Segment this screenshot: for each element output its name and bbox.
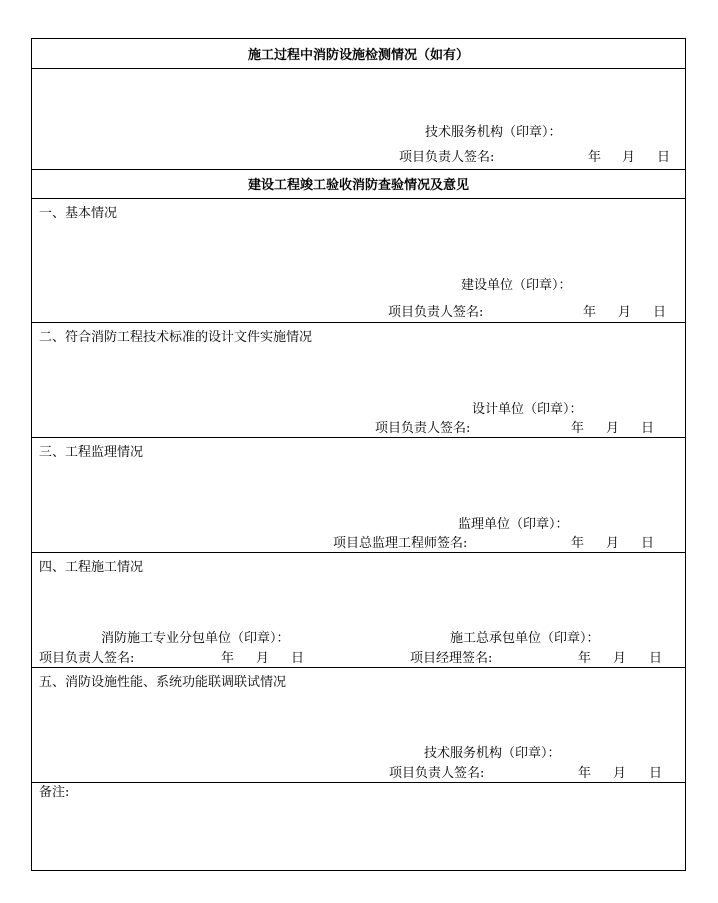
subcontractor-month-label: 月 <box>256 651 270 666</box>
divider <box>32 552 685 553</box>
divider <box>32 437 685 438</box>
contractor-stamp-label: 施工总承包单位（印章）： <box>450 631 600 646</box>
section5-sign-label: 项目负责人签名: <box>389 766 485 781</box>
section2-year-label: 年 <box>571 421 585 436</box>
section2-stamp-label: 设计单位（印章）： <box>472 402 583 417</box>
section3-day-label: 日 <box>641 536 655 551</box>
divider <box>32 68 685 69</box>
inspection-year-label: 年 <box>588 150 602 165</box>
inspection-day-label: 日 <box>657 150 671 165</box>
inspection-title: 施工过程中消防设施检测情况（如有） <box>247 48 469 63</box>
remarks-label: 备注: <box>39 785 70 800</box>
section2-heading: 二、符合消防工程技术标准的设计文件实施情况 <box>39 330 313 345</box>
section3-stamp-label: 监理单位（印章）： <box>458 517 569 532</box>
divider <box>32 667 685 668</box>
section1-stamp-label: 建设单位（印章）： <box>461 278 572 293</box>
divider <box>32 169 685 170</box>
section1-heading: 一、基本情况 <box>39 206 118 221</box>
inspection-month-label: 月 <box>622 150 636 165</box>
section5-year-label: 年 <box>578 766 592 781</box>
subcontractor-day-label: 日 <box>291 651 305 666</box>
section1-month-label: 月 <box>618 305 632 320</box>
section3-heading: 三、工程监理情况 <box>39 445 144 460</box>
section1-year-label: 年 <box>583 305 597 320</box>
section3-month-label: 月 <box>606 536 620 551</box>
contractor-year-label: 年 <box>578 651 592 666</box>
section3-sign-label: 项目总监理工程师签名: <box>333 536 468 551</box>
section5-heading: 五、消防设施性能、系统功能联调联试情况 <box>39 675 287 690</box>
subcontractor-stamp-label: 消防施工专业分包单位（印章）： <box>101 631 290 646</box>
section5-day-label: 日 <box>649 766 663 781</box>
acceptance-title: 建设工程竣工验收消防查验情况及意见 <box>247 178 469 193</box>
contractor-sign-label: 项目经理签名: <box>410 651 493 666</box>
contractor-month-label: 月 <box>613 651 627 666</box>
divider <box>32 322 685 323</box>
subcontractor-sign-label: 项目负责人签名: <box>39 651 135 666</box>
contractor-day-label: 日 <box>649 651 663 666</box>
section2-month-label: 月 <box>606 421 620 436</box>
inspection-stamp-label: 技术服务机构（印章）： <box>425 125 562 140</box>
section2-sign-label: 项目负责人签名: <box>375 421 471 436</box>
section5-stamp-label: 技术服务机构（印章）： <box>424 746 561 761</box>
section4-heading: 四、工程施工情况 <box>39 560 144 575</box>
divider <box>32 198 685 199</box>
section5-month-label: 月 <box>613 766 627 781</box>
section2-day-label: 日 <box>641 421 655 436</box>
section1-sign-label: 项目负责人签名: <box>388 305 484 320</box>
subcontractor-year-label: 年 <box>221 651 235 666</box>
section1-day-label: 日 <box>653 305 667 320</box>
inspection-sign-label: 项目负责人签名: <box>399 150 495 165</box>
divider <box>32 782 685 783</box>
section3-year-label: 年 <box>571 536 585 551</box>
acceptance-form <box>31 38 686 871</box>
